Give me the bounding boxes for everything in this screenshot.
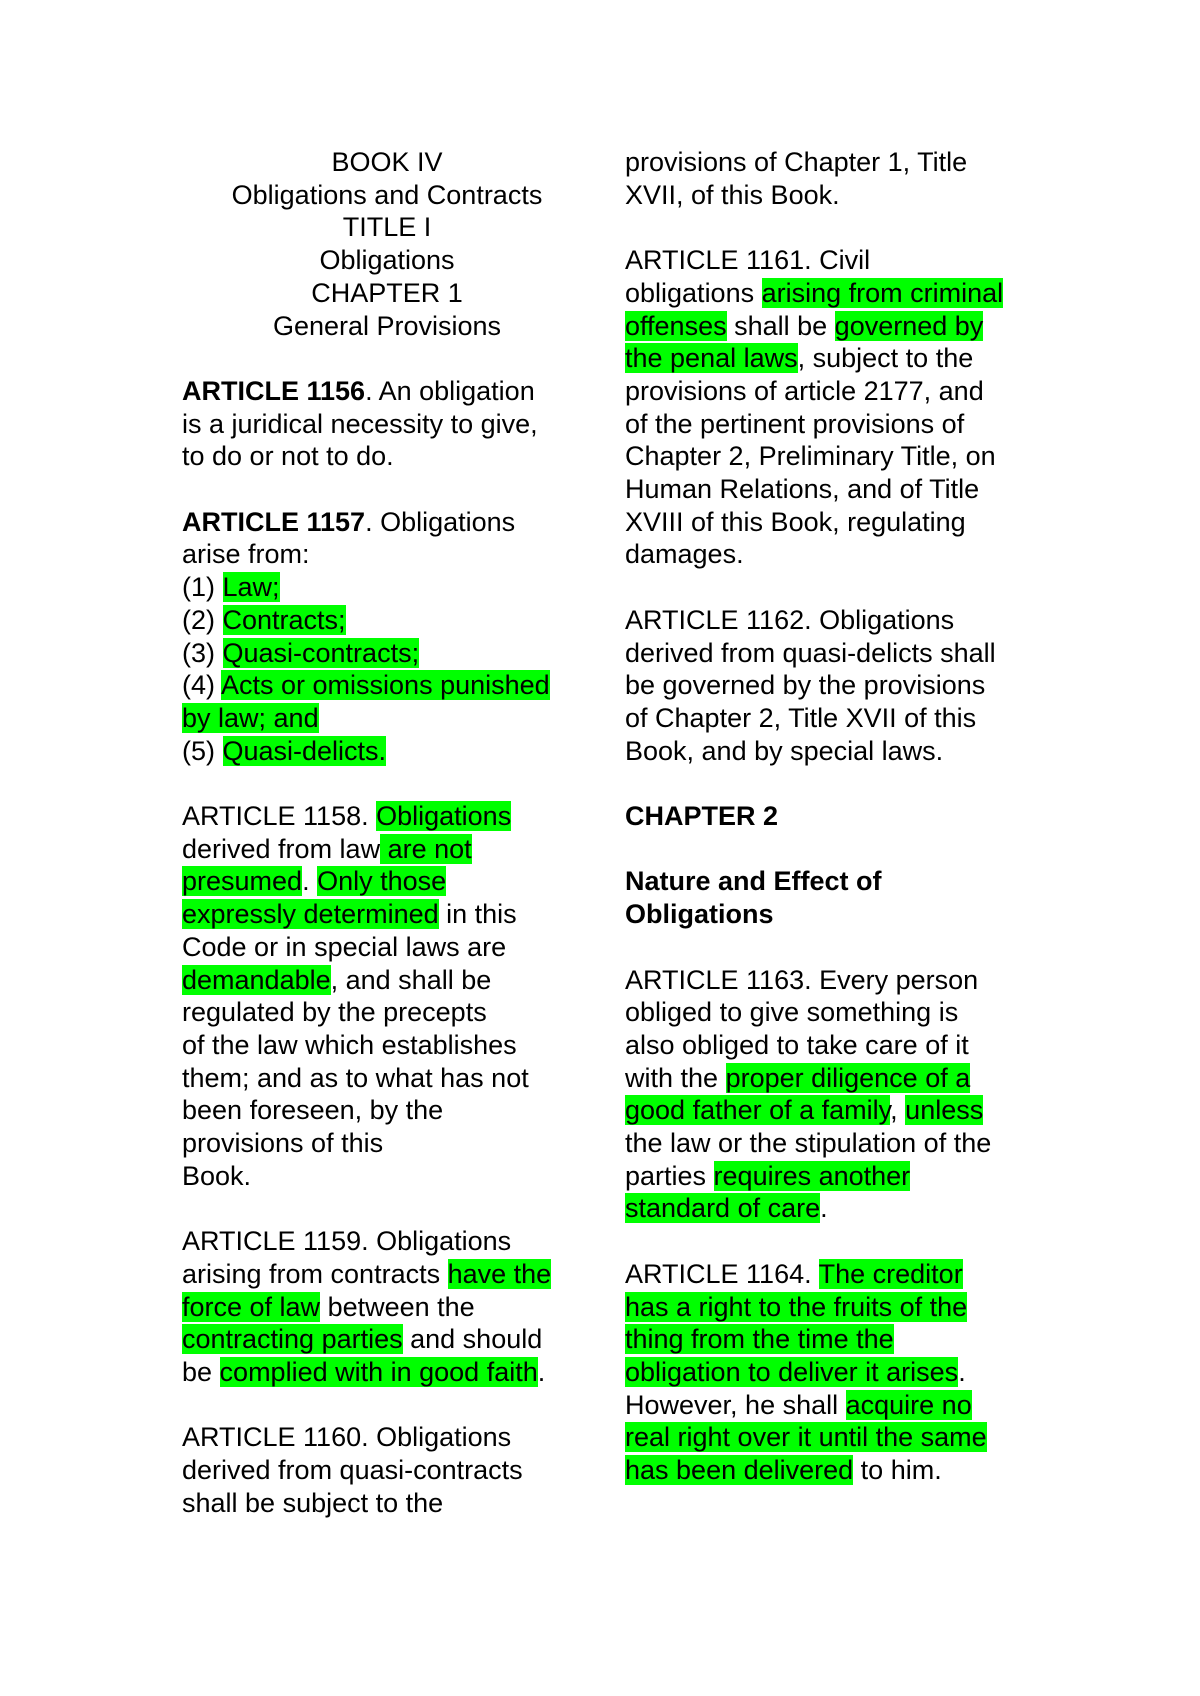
highlight: Contracts; [222,604,346,635]
highlight: good father of a family [625,1095,891,1126]
highlight: obligation to deliver it arises [625,1356,959,1387]
article-1158: ARTICLE 1158. Obligations derived from law are not presumed. Only those expressly determined in this Code or in special laws are demandable, and shall be regulated by the precepts of the law which establishes them; and as to what has not been foreseen, by the provisions of this Book. [182,801,529,1191]
highlight: are not [380,833,472,864]
highlight: unless [905,1095,984,1126]
highlight: contracting parties [182,1324,403,1355]
highlight: demandable [182,964,331,995]
highlight: arising from criminal [761,277,1004,308]
highlight: Quasi-delicts. [222,735,387,766]
article-1157: ARTICLE 1157. Obligations arise from: (1) Law; (2) Contracts; (3) Quasi-contracts; (4) Acts or omissions punished by law; and (5) Quasi-delicts. [182,506,592,768]
highlight: has been delivered [625,1455,854,1486]
book-title: Obligations and Contracts [231,179,543,210]
chapter-name: General Provisions [272,310,502,341]
highlight: proper diligence of a [725,1062,971,1093]
highlight: Acts or omissions punished [221,670,550,701]
article-1161: ARTICLE 1161. Civil obligations arising from criminal offenses shall be governed by the penal laws, subject to the provisions of article 2177, and of the pertinent provisions of Chapter 2, Preliminary Title, on Human Relations, and of Title XVIII of this Book, regulating damages. [625,245,1004,570]
article-1162: ARTICLE 1162. Obligations derived from quasi-delicts shall be governed by the provisions of Chapter 2, Title XVII of this Book, and by special laws. [625,604,996,766]
highlight: real right over it until the same [625,1422,987,1453]
highlight: standard of care [625,1193,821,1224]
highlight: the penal laws [625,343,798,374]
highlight: governed by [834,310,984,341]
book-heading: BOOK IV [331,147,443,177]
article-1160-continued: provisions of Chapter 1, Title XVII, of this Book. [625,147,968,210]
article-1163: ARTICLE 1163. Every person obliged to give something is also obliged to take care of it with the proper diligence of a good father of a family, unless the law or the stipulation of the parties requires another standard of care. [625,964,992,1224]
article-label: ARTICLE 1156 [182,375,366,406]
list-item: (4) Acts or omissions punished [182,670,550,701]
article-1156: ARTICLE 1156. An obligation is a juridical necessity to give, to do or not to do. [182,375,538,472]
highlight: have the [447,1258,552,1289]
highlight: by law; and [182,702,319,733]
highlight: Quasi-contracts; [222,637,420,668]
article-1160: ARTICLE 1160. Obligations derived from quasi-contracts shall be subject to the [182,1422,523,1518]
highlight: has a right to the fruits of the [625,1291,968,1322]
list-item: (5) Quasi-delicts. [182,735,387,766]
highlight: requires another [713,1160,911,1191]
list-item: (2) Contracts; [182,604,346,635]
article-1164: ARTICLE 1164. The creditor has a right to the fruits of the thing from the time the obligation to deliver it arises. However, he shall acquire no real right over it until the same has been delivered to him. [625,1258,987,1486]
chapter-heading: CHAPTER 1 [311,277,463,308]
highlight: acquire no [845,1389,972,1420]
highlight: Only those [317,866,447,897]
highlight: The creditor [818,1258,963,1289]
highlight: thing from the time the [625,1324,894,1355]
article-label: ARTICLE 1157 [182,506,366,537]
title-heading: TITLE I [342,212,432,243]
chapter-2-heading: CHAPTER 2 Nature and Effect of Obligations [625,801,882,930]
list-item: (3) Quasi-contracts; [182,637,420,668]
left-column [182,146,592,1519]
title-name: Obligations [319,245,455,276]
highlight: expressly determined [182,899,439,930]
highlight: force of law [182,1291,321,1322]
highlight: Obligations [376,801,512,832]
article-1159: ARTICLE 1159. Obligations arising from contracts have the force of law between the contracting parties and should be complied with in good faith. [182,1226,552,1387]
highlight: presumed [182,866,303,897]
right-column [625,146,1045,1487]
highlight: Law; [222,572,280,603]
list-item: (1) Law; [182,572,280,603]
highlight: offenses [625,310,727,341]
highlight: complied with in good faith [219,1356,538,1387]
